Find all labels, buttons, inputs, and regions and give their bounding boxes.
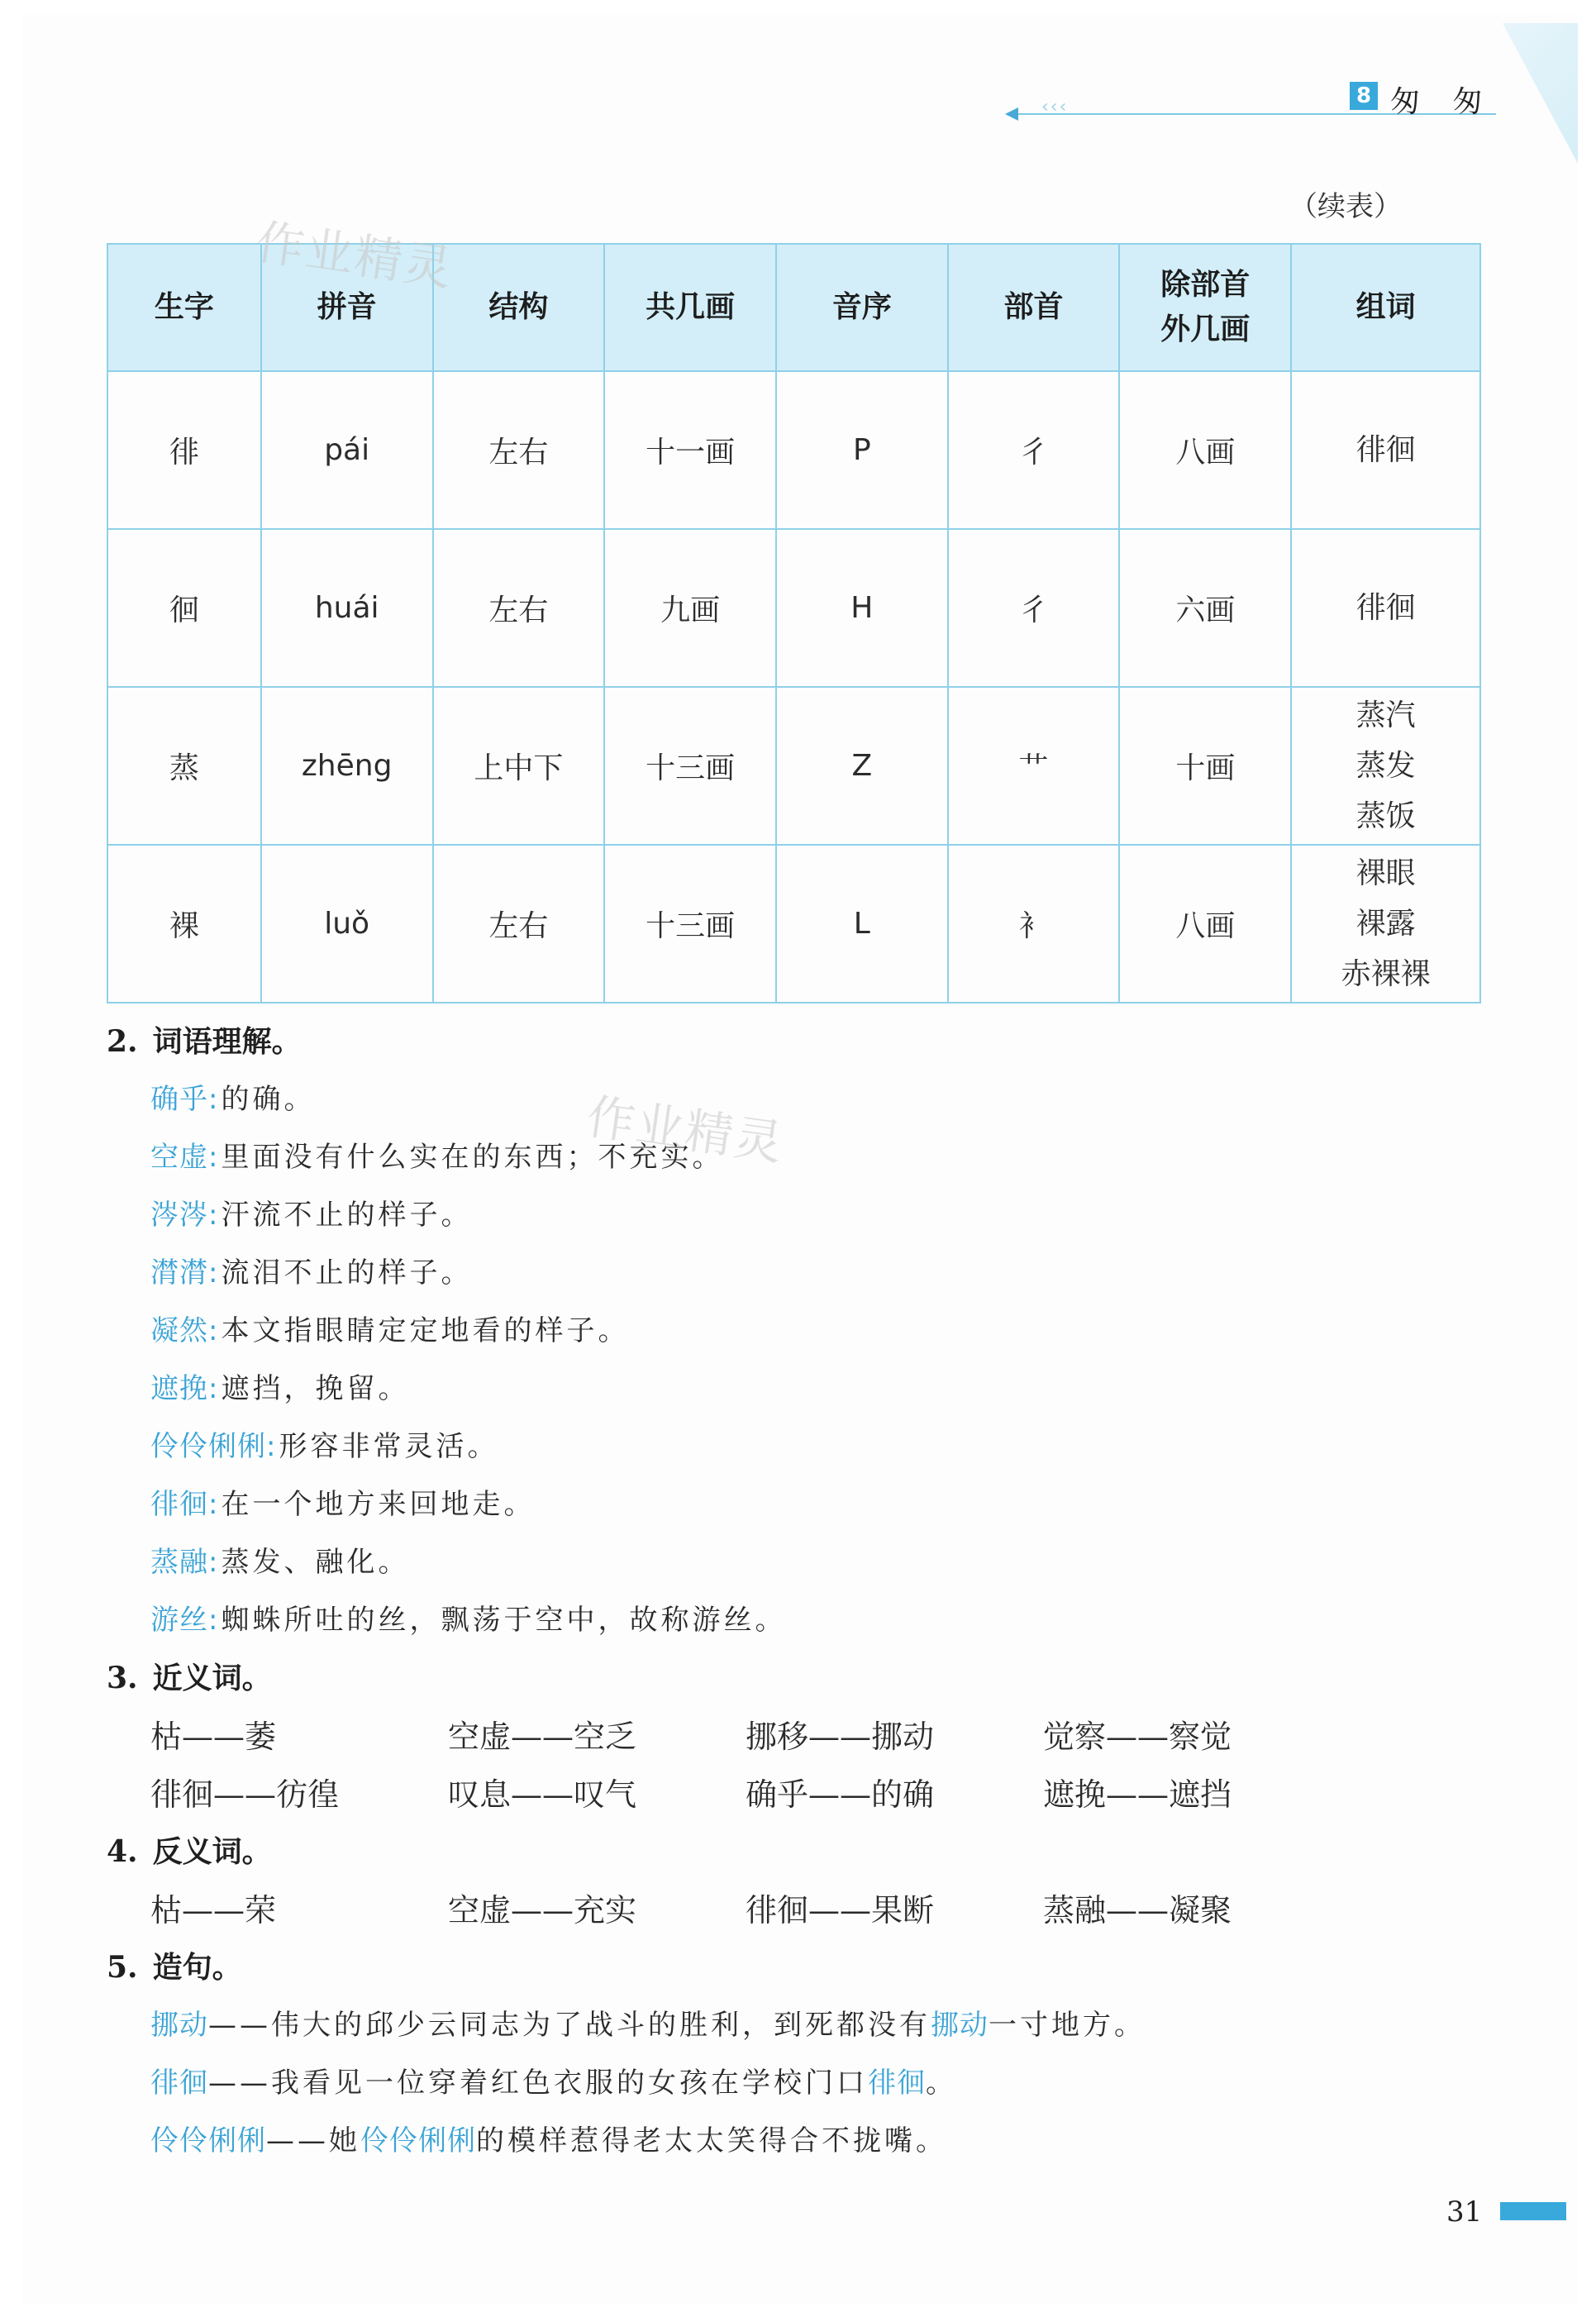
pinyin-cell: zhēng [261, 687, 433, 845]
sentence-dash: —— [208, 2009, 271, 2042]
sentence-text: 。 [926, 2067, 957, 2100]
index-cell: P [776, 371, 948, 529]
character-cell: 蒸 [107, 687, 261, 845]
definition-item: 确乎:的确。 [150, 1083, 316, 1116]
table-row [107, 687, 1480, 845]
lesson-title: 匆 匆 [1390, 85, 1494, 119]
definition-term: 涔涔 [150, 1199, 208, 1232]
section-heading [107, 1944, 242, 1986]
extra-strokes-cell: 八画 [1119, 845, 1291, 1003]
header-cell: 音序 [776, 244, 948, 371]
index-cell: L [776, 845, 948, 1003]
index-cell: Z [776, 687, 948, 845]
definition-item: 遮挽:遮挡，挽留。 [150, 1372, 410, 1405]
table-row [107, 845, 1480, 1003]
radical-cell: 彳 [948, 529, 1120, 687]
definition-term: 徘徊 [150, 1488, 208, 1521]
definition-text: 本文指眼睛定定地看的样子。 [221, 1314, 630, 1347]
sentence-text: 她 [329, 2124, 360, 2157]
header-cell: 拼音 [261, 244, 433, 371]
section-title: 词语理解。 [152, 1025, 302, 1059]
radical-cell: 艹 [948, 687, 1120, 845]
pinyin-cell: pái [261, 371, 433, 529]
definition-text: 汗流不止的样子。 [221, 1199, 473, 1232]
character-table [107, 243, 1481, 1004]
words-cell [1291, 845, 1480, 1003]
section-heading [107, 1828, 272, 1871]
definition-term: 伶伶俐俐 [150, 1430, 266, 1463]
section-number: 2. [107, 1024, 138, 1059]
definition-term: 蒸融 [150, 1546, 208, 1579]
word-item: 裸露 [1355, 906, 1416, 941]
sentence-term: 伶伶俐俐 [150, 2124, 266, 2157]
header-cell: 共几画 [604, 244, 776, 371]
lesson-number-badge: 8 [1350, 82, 1378, 110]
watermark: 作业精灵 [583, 1088, 788, 1172]
definition-text: 流泪不止的样子。 [221, 1256, 473, 1290]
word-item: 蒸饭 [1355, 799, 1416, 834]
definition-text: 在一个地方来回地走。 [221, 1488, 536, 1521]
strokes-cell: 十三画 [604, 687, 776, 845]
definition-item: 潸潸:流泪不止的样子。 [150, 1256, 473, 1290]
character-cell: 徘 [107, 371, 261, 529]
definition-text: 遮挡，挽留。 [221, 1372, 410, 1405]
definition-item: 空虚:里面没有什么实在的东西；不充实。 [150, 1141, 724, 1174]
words-cell [1291, 529, 1480, 687]
synonym-pair: 挪移——挪动 [746, 1719, 935, 1755]
sentence-item [150, 2060, 957, 2100]
extra-strokes-cell: 六画 [1119, 529, 1291, 687]
sentence-dash: —— [208, 2067, 271, 2100]
definition-item: 涔涔:汗流不止的样子。 [150, 1199, 473, 1232]
pinyin-cell: luǒ [261, 845, 433, 1003]
definition-term: 凝然 [150, 1314, 208, 1347]
sentence-highlight: 徘徊 [868, 2067, 926, 2100]
character-cell: 裸 [107, 845, 261, 1003]
strokes-cell: 十三画 [604, 845, 776, 1003]
section-number: 5. [107, 1950, 138, 1985]
synonym-pair: 空虚——空乏 [448, 1719, 637, 1755]
sentence-item [150, 2002, 1146, 2043]
header-cell: 生字 [107, 244, 261, 371]
definition-item: 游丝:蜘蛛所吐的丝，飘荡于空中，故称游丝。 [150, 1604, 787, 1637]
header-cell: 部首 [948, 244, 1120, 371]
header-cell: 结构 [433, 244, 605, 371]
strokes-cell: 九画 [604, 529, 776, 687]
antonym-pair: 空虚——充实 [448, 1892, 637, 1928]
sentence-text: 伟大的邱少云同志为了战斗的胜利，到死都没有 [271, 2009, 931, 2042]
synonym-pair: 徘徊——彷徨 [150, 1776, 340, 1813]
sentence-highlight: 挪动 [931, 2009, 989, 2042]
index-cell: H [776, 529, 948, 687]
extra-strokes-cell: 八画 [1119, 371, 1291, 529]
word-item: 赤裸裸 [1341, 957, 1431, 992]
sentence-item [150, 2118, 947, 2158]
word-item: 蒸汽 [1355, 698, 1416, 732]
header-cell [1119, 244, 1291, 371]
arrow-left-icon [1005, 107, 1018, 121]
sentence-text: 的模样惹得老太太笑得合不拢嘴。 [476, 2124, 947, 2157]
definition-item: 蒸融:蒸发、融化。 [150, 1546, 410, 1579]
sentence-term: 挪动 [150, 2009, 208, 2042]
radical-cell: 衤 [948, 845, 1120, 1003]
definition-text: 蒸发、融化。 [221, 1546, 410, 1579]
table-row [107, 371, 1480, 529]
synonym-pair: 觉察——察觉 [1043, 1719, 1232, 1755]
page-header [1008, 79, 1496, 128]
word-item: 裸眼 [1355, 856, 1416, 890]
words-cell [1291, 687, 1480, 845]
synonym-pair: 遮挽——遮挡 [1043, 1776, 1232, 1813]
synonym-pair: 叹息——叹气 [448, 1776, 637, 1813]
chevrons-left-icon: ‹‹‹ [1041, 97, 1069, 117]
definition-text: 里面没有什么实在的东西；不充实。 [221, 1141, 724, 1174]
sentence-text: 一寸地方。 [989, 2009, 1146, 2042]
definition-text: 的确。 [221, 1083, 316, 1116]
definition-term: 空虚 [150, 1141, 208, 1174]
section-number: 4. [107, 1834, 138, 1869]
page-number: 31 [1446, 2195, 1483, 2229]
section-heading [107, 1655, 272, 1697]
structure-cell: 左右 [433, 371, 605, 529]
structure-cell: 左右 [433, 845, 605, 1003]
structure-cell: 左右 [433, 529, 605, 687]
section-heading [107, 1018, 302, 1061]
section-number: 3. [107, 1661, 138, 1695]
antonym-pair: 蒸融——凝聚 [1043, 1892, 1232, 1928]
antonym-pair: 枯——荣 [150, 1892, 277, 1928]
definition-item: 凝然:本文指眼睛定定地看的样子。 [150, 1314, 630, 1347]
definition-item: 徘徊:在一个地方来回地走。 [150, 1488, 536, 1521]
antonym-pair: 徘徊——果断 [746, 1892, 935, 1928]
definition-text: 蜘蛛所吐的丝，飘荡于空中，故称游丝。 [221, 1604, 787, 1637]
structure-cell: 上中下 [433, 687, 605, 845]
table-row [107, 529, 1480, 687]
sentence-term: 徘徊 [150, 2067, 208, 2100]
watermark: 作业精灵 [252, 213, 457, 298]
section-title: 反义词。 [152, 1835, 272, 1869]
section-title: 近义词。 [152, 1661, 272, 1695]
word-item: 蒸发 [1355, 748, 1416, 783]
synonym-pair: 确乎——的确 [746, 1776, 935, 1813]
section-title: 造句。 [152, 1951, 242, 1985]
definition-text: 形容非常灵活。 [279, 1430, 499, 1463]
strokes-cell: 十一画 [604, 371, 776, 529]
synonym-pair: 枯——萎 [150, 1719, 277, 1755]
word-item: 徘徊 [1355, 432, 1416, 467]
word-item: 徘徊 [1355, 590, 1416, 625]
pinyin-cell: huái [261, 529, 433, 687]
header-cell-text: 除部首外几画 [1160, 268, 1251, 346]
radical-cell: 彳 [948, 371, 1120, 529]
sentence-dash: —— [266, 2124, 329, 2157]
definition-term: 游丝 [150, 1604, 208, 1637]
definition-term: 确乎 [150, 1083, 208, 1116]
sentence-text: 我看见一位穿着红色衣服的女孩在学校门口 [271, 2067, 868, 2100]
words-cell [1291, 371, 1480, 529]
continued-label: （续表） [1289, 190, 1402, 223]
extra-strokes-cell: 十画 [1119, 687, 1291, 845]
definition-item: 伶伶俐俐:形容非常灵活。 [150, 1430, 499, 1463]
page-tab-decoration [1500, 2202, 1566, 2220]
definition-term: 潸潸 [150, 1256, 208, 1290]
character-cell: 徊 [107, 529, 261, 687]
sentence-highlight: 伶伶俐俐 [360, 2124, 476, 2157]
header-cell: 组词 [1291, 244, 1480, 371]
definition-term: 遮挽 [150, 1372, 208, 1405]
